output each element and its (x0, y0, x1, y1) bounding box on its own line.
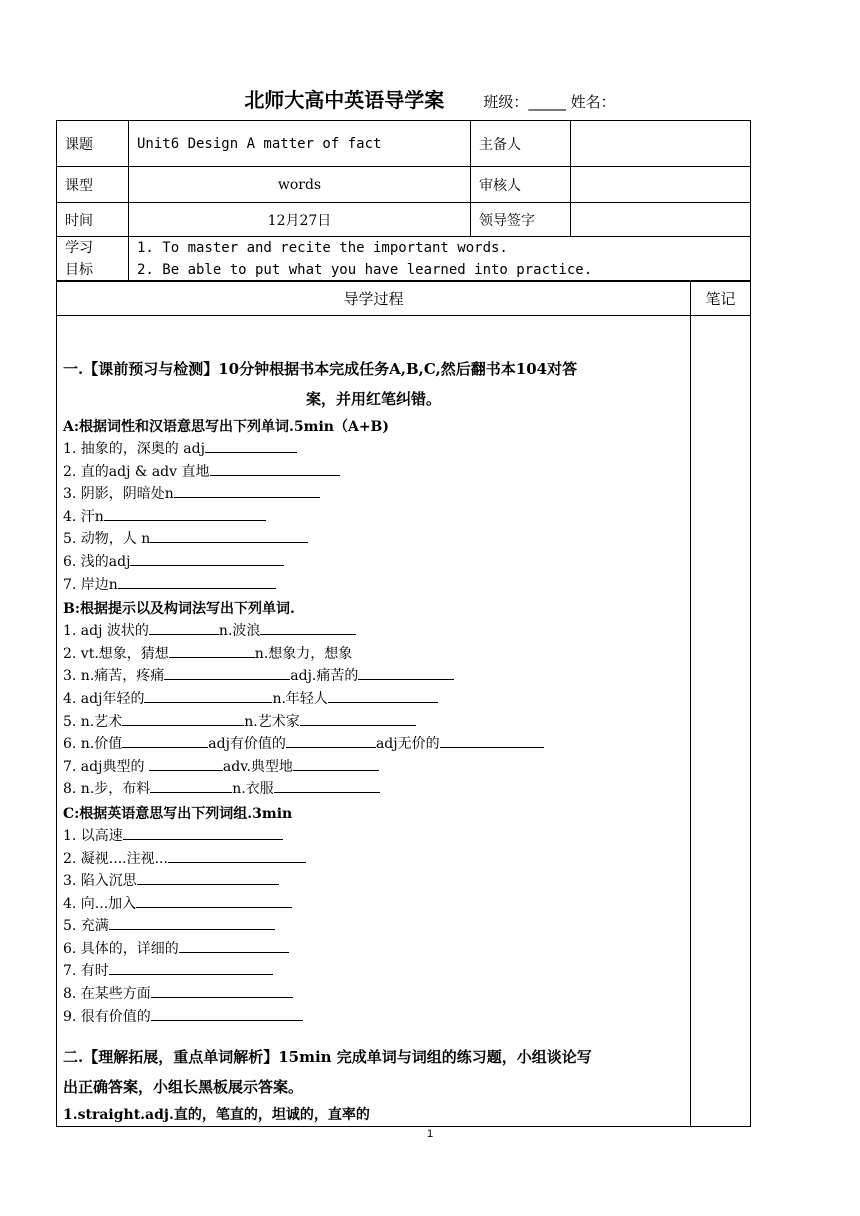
section2-title-line2: 出正确答案，小组长黑板展示答案。 (63, 1078, 304, 1097)
partB-title: B:根据提示以及构词法写出下列单词. (63, 601, 295, 618)
list-item: 3. 阴影，阴暗处n (63, 483, 684, 506)
section1-title (63, 354, 684, 414)
notes-header: 笔记 (691, 281, 751, 316)
list-item: 5. n.艺术 n.艺术家 (63, 711, 684, 734)
list-item: 3. 陷入沉思 (63, 870, 684, 893)
goal-list (129, 237, 751, 282)
list-item: 2. 直的adj & adv 直地 (63, 461, 684, 484)
list-item: 5. 充满 (63, 915, 684, 938)
list-item: 4. 汗n (63, 506, 684, 529)
reviewer-label: 审核人 (471, 167, 571, 203)
document-title: 北师大高中英语导学案 (244, 88, 445, 112)
time-label: 时间 (57, 203, 129, 237)
goal-label-line2: 目标 (65, 262, 93, 278)
goal-label-line1: 学习 (65, 240, 93, 256)
page-number: 1 (426, 1128, 434, 1140)
reviewer-value (571, 167, 751, 203)
list-item: 7. 有时 (63, 960, 684, 983)
section2-item: 1.straight.adj.直的，笔直的，坦诚的，直率的 (63, 1107, 370, 1124)
partA-title: A:根据词性和汉语意思写出下列单词.5min（A+B) (63, 419, 390, 435)
list-item: 8. 在某些方面 (63, 983, 684, 1006)
list-item: 1. 抽象的，深奥的 adj (63, 438, 684, 461)
class-name-field: 班级：_____ 姓名： (483, 93, 616, 111)
preparer-label: 主备人 (471, 121, 571, 167)
page-title (0, 84, 860, 113)
list-item: 6. n.价值 adj有价值的 adj无价的 (63, 733, 684, 756)
leader-label: 领导签字 (471, 203, 571, 237)
type-value: words (129, 167, 471, 203)
process-content (57, 316, 691, 1127)
list-item: 9. 很有价值的 (63, 1006, 684, 1029)
goal-item: 2. Be able to put what you have learned into practice. (137, 262, 593, 278)
list-item: 8. n.步，布料 n.衣服 (63, 778, 684, 801)
process-header: 导学过程 (57, 281, 691, 316)
section2-title (63, 1042, 684, 1102)
section1-title-line2: 案，并用红笔纠错。 (305, 390, 441, 408)
list-item: 1. 以高速 (63, 825, 684, 848)
time-value: 12月27日 (129, 203, 471, 237)
notes-column (691, 316, 751, 1127)
list-item: 7. 岸边n (63, 574, 684, 597)
topic-value: Unit6 Design A matter of fact (129, 121, 471, 167)
list-item: 2. 凝视....注视... (63, 848, 684, 871)
leader-value (571, 203, 751, 237)
list-item: 7. adj典型的 adv.典型地 (63, 756, 684, 779)
list-item: 2. vt.想象，猜想 n.想象力，想象 (63, 643, 684, 666)
section1-title-line1: 一.【课前预习与检测】10分钟根据书本完成任务A,B,C,然后翻书本104对答 (63, 360, 578, 378)
list-item: 6. 具体的，详细的 (63, 938, 684, 961)
list-item: 6. 浅的adj (63, 551, 684, 574)
goal-item: 1. To master and recite the important words. (137, 240, 508, 256)
list-item: 4. 向...加入 (63, 893, 684, 916)
list-item: 4. adj年轻的 n.年轻人 (63, 688, 684, 711)
info-table (56, 120, 751, 282)
goal-label (57, 237, 129, 282)
section2-title-line1: 二.【理解拓展，重点单词解析】15min 完成单词与词组的练习题，小组谈论写 (63, 1048, 592, 1067)
partC-title: C:根据英语意思写出下列词组.3min (63, 805, 293, 822)
type-label: 课型 (57, 167, 129, 203)
list-item: 1. adj 波状的 n.波浪 (63, 620, 684, 643)
main-table (56, 280, 751, 1127)
preparer-value (571, 121, 751, 167)
list-item: 5. 动物，人 n (63, 528, 684, 551)
list-item: 3. n.痛苦，疼痛 adj.痛苦的 (63, 665, 684, 688)
topic-label: 课题 (57, 121, 129, 167)
